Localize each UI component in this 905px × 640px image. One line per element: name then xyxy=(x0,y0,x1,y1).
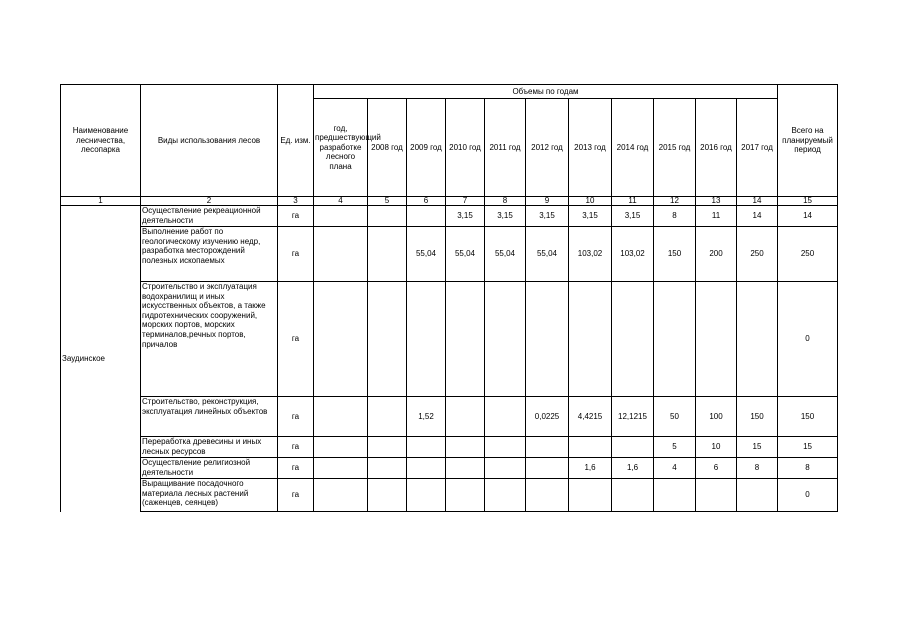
year-value xyxy=(368,479,407,512)
year-value: 55,04 xyxy=(446,227,485,282)
year-value xyxy=(569,282,612,397)
column-number: 7 xyxy=(446,197,485,206)
year-value xyxy=(314,282,368,397)
column-number: 11 xyxy=(612,197,654,206)
column-number: 15 xyxy=(778,197,838,206)
header-year: 2010 год xyxy=(446,99,485,197)
year-value xyxy=(485,458,526,479)
year-value: 11 xyxy=(696,206,737,227)
unit-cell: га xyxy=(278,397,314,437)
column-number: 5 xyxy=(368,197,407,206)
year-value xyxy=(569,437,612,458)
table-row xyxy=(61,227,838,282)
year-value xyxy=(526,437,569,458)
year-value xyxy=(314,397,368,437)
year-value xyxy=(368,227,407,282)
year-value xyxy=(368,437,407,458)
total-value: 15 xyxy=(778,437,838,458)
unit-cell: га xyxy=(278,206,314,227)
total-value: 0 xyxy=(778,282,838,397)
header-name: Наименование лесничества, лесопарка xyxy=(61,85,141,197)
column-number: 13 xyxy=(696,197,737,206)
year-value: 3,15 xyxy=(446,206,485,227)
year-value xyxy=(569,479,612,512)
year-value xyxy=(526,479,569,512)
year-value xyxy=(314,479,368,512)
year-value: 103,02 xyxy=(569,227,612,282)
year-value xyxy=(368,397,407,437)
year-value xyxy=(696,479,737,512)
year-value xyxy=(485,282,526,397)
column-number: 3 xyxy=(278,197,314,206)
year-value: 3,15 xyxy=(569,206,612,227)
year-value xyxy=(407,458,446,479)
total-value: 250 xyxy=(778,227,838,282)
header-total: Всего на планируемый период xyxy=(778,85,838,197)
year-value: 1,6 xyxy=(612,458,654,479)
unit-cell: га xyxy=(278,282,314,397)
year-value: 3,15 xyxy=(612,206,654,227)
total-value: 14 xyxy=(778,206,838,227)
use-kind: Осуществление рекреационной деятельности xyxy=(141,206,278,227)
column-number: 8 xyxy=(485,197,526,206)
table-row xyxy=(61,206,838,227)
total-value: 8 xyxy=(778,458,838,479)
year-value: 15 xyxy=(737,437,778,458)
total-value: 0 xyxy=(778,479,838,512)
year-value: 8 xyxy=(737,458,778,479)
table-row xyxy=(61,397,838,437)
column-number: 9 xyxy=(526,197,569,206)
year-value xyxy=(314,437,368,458)
year-value: 200 xyxy=(696,227,737,282)
year-value xyxy=(368,458,407,479)
header-year: 2014 год xyxy=(612,99,654,197)
year-value xyxy=(485,479,526,512)
year-value xyxy=(446,437,485,458)
column-number: 6 xyxy=(407,197,446,206)
header-year: 2016 год xyxy=(696,99,737,197)
year-value xyxy=(654,282,696,397)
year-value xyxy=(407,437,446,458)
year-value xyxy=(407,206,446,227)
year-value: 100 xyxy=(696,397,737,437)
column-number: 10 xyxy=(569,197,612,206)
year-value: 250 xyxy=(737,227,778,282)
table-row xyxy=(61,282,838,397)
year-value xyxy=(612,437,654,458)
year-value xyxy=(446,282,485,397)
table-row xyxy=(61,479,838,512)
year-value xyxy=(737,479,778,512)
year-value xyxy=(485,437,526,458)
header-year: 2012 год xyxy=(526,99,569,197)
year-value: 4 xyxy=(654,458,696,479)
year-value xyxy=(446,458,485,479)
year-value xyxy=(612,282,654,397)
use-kind: Строительство, реконструкция, эксплуатация линейных объектов xyxy=(141,397,278,437)
year-value xyxy=(314,206,368,227)
year-value: 10 xyxy=(696,437,737,458)
unit-cell: га xyxy=(278,437,314,458)
unit-cell: га xyxy=(278,227,314,282)
year-value xyxy=(612,479,654,512)
header-year: год, предшествующий разработке лесного плана xyxy=(314,99,368,197)
year-value xyxy=(696,282,737,397)
total-value: 150 xyxy=(778,397,838,437)
header-year: 2011 год xyxy=(485,99,526,197)
year-value xyxy=(407,282,446,397)
header-year: 2015 год xyxy=(654,99,696,197)
year-value: 55,04 xyxy=(407,227,446,282)
year-value xyxy=(737,282,778,397)
use-kind: Выполнение работ по геологическому изучению недр, разработка месторождений полезных ископаемых xyxy=(141,227,278,282)
year-value: 3,15 xyxy=(485,206,526,227)
year-value: 103,02 xyxy=(612,227,654,282)
use-kind: Выращивание посадочного материала лесных растений (саженцев, сеянцев) xyxy=(141,479,278,512)
header-year: 2017 год xyxy=(737,99,778,197)
forestry-name: Заудинское xyxy=(61,206,141,512)
year-value xyxy=(368,282,407,397)
forest-use-table xyxy=(60,84,838,512)
table-row xyxy=(61,437,838,458)
year-value: 12,1215 xyxy=(612,397,654,437)
year-value: 4,4215 xyxy=(569,397,612,437)
year-value: 50 xyxy=(654,397,696,437)
column-number: 4 xyxy=(314,197,368,206)
year-value: 55,04 xyxy=(485,227,526,282)
table-row xyxy=(61,458,838,479)
year-value xyxy=(314,458,368,479)
year-value xyxy=(526,458,569,479)
header-year: 2009 год xyxy=(407,99,446,197)
header-year: 2013 год xyxy=(569,99,612,197)
year-value: 14 xyxy=(737,206,778,227)
year-value xyxy=(407,479,446,512)
use-kind: Строительство и эксплуатация водохранилищ и иных искусственных объектов, а также гидротехнических сооружений, морских портов, морских терминалов,речных портов, причалов xyxy=(141,282,278,397)
year-value xyxy=(368,206,407,227)
header-volumes: Объемы по годам xyxy=(314,85,778,99)
year-value: 1,6 xyxy=(569,458,612,479)
year-value: 5 xyxy=(654,437,696,458)
column-number: 12 xyxy=(654,197,696,206)
unit-cell: га xyxy=(278,479,314,512)
column-number: 14 xyxy=(737,197,778,206)
year-value: 3,15 xyxy=(526,206,569,227)
year-value: 1,52 xyxy=(407,397,446,437)
year-value: 0,0225 xyxy=(526,397,569,437)
year-value: 150 xyxy=(654,227,696,282)
year-value xyxy=(446,479,485,512)
header-kinds: Виды использования лесов xyxy=(141,85,278,197)
column-number: 1 xyxy=(61,197,141,206)
use-kind: Переработка древесины и иных лесных ресурсов xyxy=(141,437,278,458)
column-number-row xyxy=(61,197,838,206)
year-value xyxy=(526,282,569,397)
year-value: 8 xyxy=(654,206,696,227)
year-value xyxy=(446,397,485,437)
year-value xyxy=(654,479,696,512)
use-kind: Осуществление религиозной деятельности xyxy=(141,458,278,479)
unit-cell: га xyxy=(278,458,314,479)
year-value xyxy=(314,227,368,282)
year-value: 150 xyxy=(737,397,778,437)
header-unit: Ед. изм. xyxy=(278,85,314,197)
year-value xyxy=(485,397,526,437)
year-value: 6 xyxy=(696,458,737,479)
year-value: 55,04 xyxy=(526,227,569,282)
column-number: 2 xyxy=(141,197,278,206)
header-year: 2008 год xyxy=(368,99,407,197)
